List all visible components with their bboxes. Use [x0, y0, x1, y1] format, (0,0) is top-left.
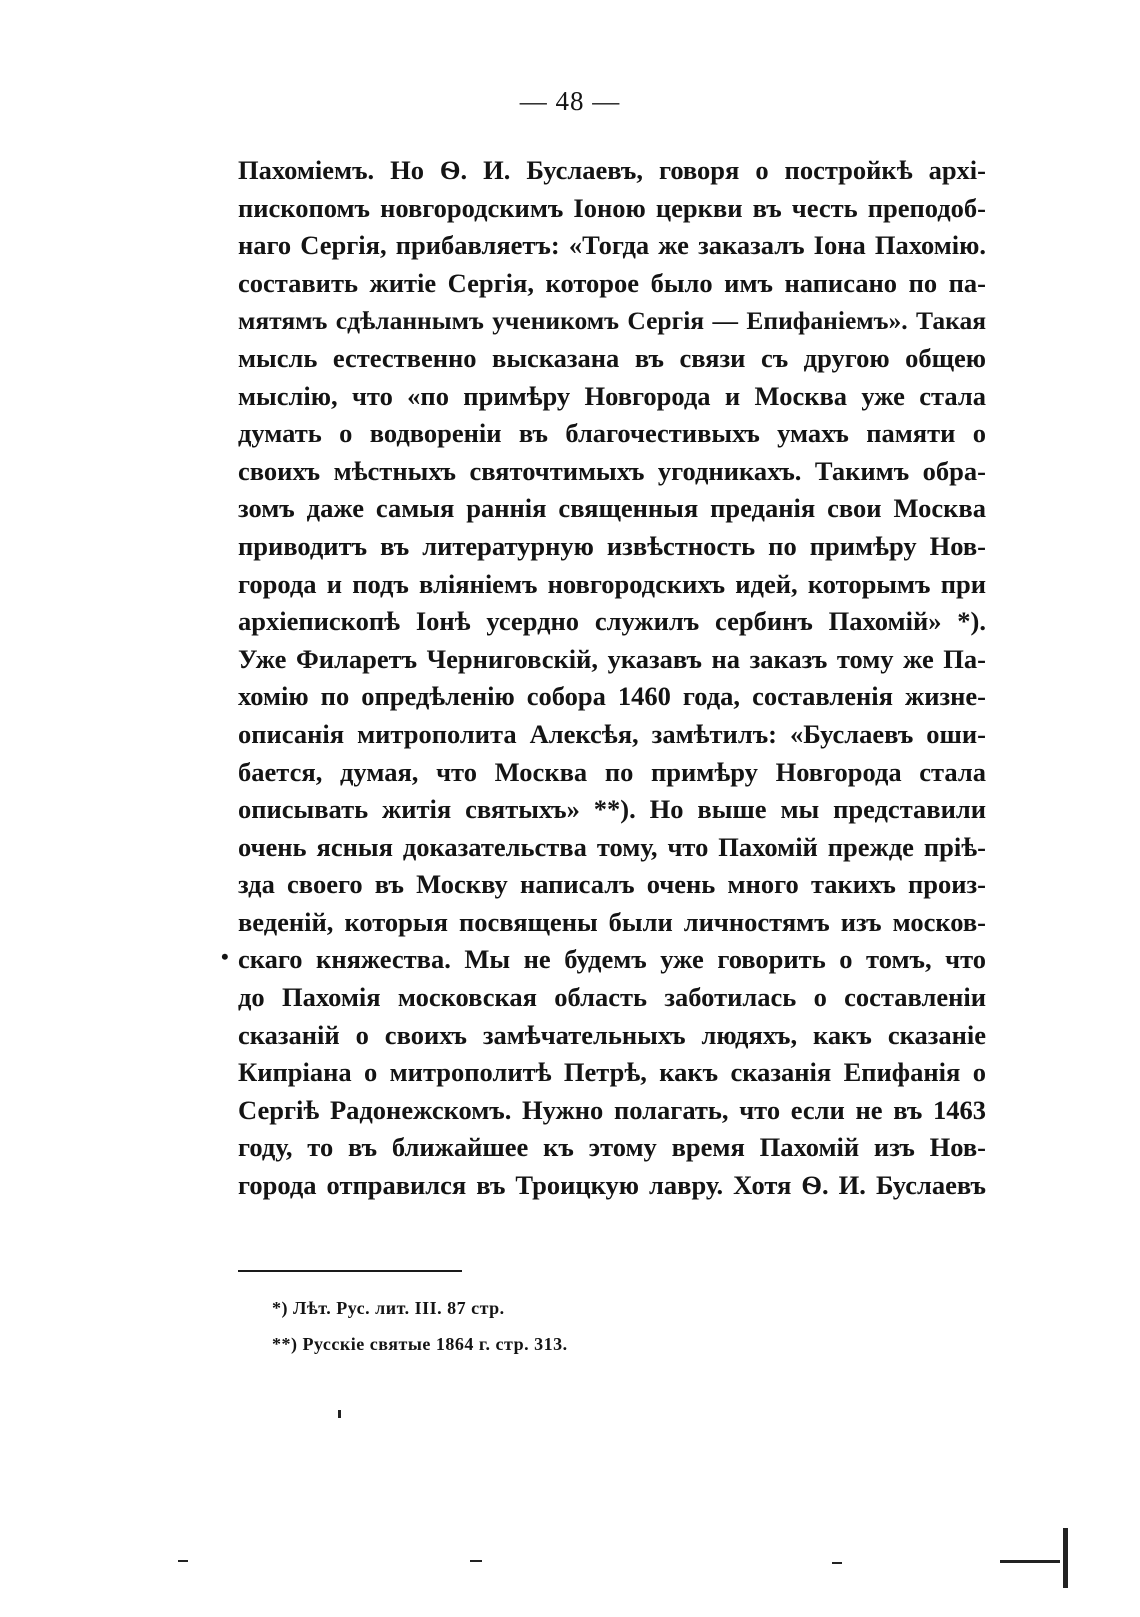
scan-edge-mark	[1063, 1528, 1068, 1588]
scan-speck	[338, 1410, 341, 1418]
text-line: веденій, которыя посвящены были личностямъ изъ москов-	[238, 906, 986, 937]
text-line: очень ясныя доказательства тому, что Пахомій прежде пріѣ-	[238, 831, 986, 862]
text-line: составить житіе Сергія, которое было имъ написано по па-	[238, 267, 986, 298]
text-line: города отправился въ Троицкую лавру. Хотя Ѳ. И. Буслаевъ	[238, 1170, 986, 1201]
text-line: мятямъ сдѣланнымъ ученикомъ Сергія — Епифаніемъ». Такая	[238, 306, 986, 336]
footnote: **) Русскіе святые 1864 г. стр. 313.	[272, 1334, 568, 1354]
text-line: мыслію, что «по примѣру Новгорода и Москва уже стала	[238, 380, 986, 411]
scan-speck	[832, 1562, 842, 1564]
text-line: бается, думая, что Москва по примѣру Новгорода стала	[238, 756, 986, 787]
text-line: приводитъ въ литературную извѣстность по примѣру Нов-	[238, 530, 986, 561]
text-line: зда своего въ Москву написалъ очень много такихъ произ-	[238, 869, 986, 900]
text-line: своихъ мѣстныхъ святочтимыхъ угодникахъ. Такимъ обра-	[238, 455, 986, 486]
text-line: до Пахомія московская область заботилась о составленіи	[238, 982, 986, 1013]
text-line: описывать житія святыхъ» **). Но выше мы представили	[238, 794, 986, 825]
footnote: *) Лѣт. Рус. лит. III. 87 стр.	[272, 1298, 505, 1318]
text-line: Кипріана о митрополитѣ Петрѣ, какъ сказанія Епифанія о	[238, 1057, 986, 1088]
text-line: думать о водвореніи въ благочестивыхъ умахъ памяти о	[238, 418, 986, 449]
text-line: Сергіѣ Радонежскомъ. Нужно полагать, что если не въ 1463	[238, 1094, 986, 1125]
text-line: зомъ даже самыя раннія священныя преданія свои Москва	[238, 493, 986, 524]
scan-speck	[178, 1560, 188, 1562]
margin-mark: •	[221, 944, 229, 969]
footnotes	[272, 1290, 772, 1362]
text-line: скаго княжества. Мы не будемъ уже говорить о томъ, что	[238, 944, 986, 975]
page-number: — 48 —	[519, 86, 621, 116]
text-line: мысль естественно высказана въ связи съ другою общею	[238, 342, 986, 373]
body-text	[238, 152, 986, 1205]
footnote-rule	[238, 1270, 462, 1272]
text-line: наго Сергія, прибавляетъ: «Тогда же заказалъ Іона Пахомію.	[238, 230, 986, 261]
text-line: описанія митрополита Алексѣя, замѣтилъ: «Буслаевъ оши-	[238, 718, 986, 749]
text-line: пископомъ новгородскимъ Іоною церкви въ честь преподоб-	[238, 192, 986, 223]
text-line: города и подъ вліяніемъ новгородскихъ идей, которымъ при	[238, 568, 986, 599]
text-line: Пахоміемъ. Но Ѳ. И. Буслаевъ, говоря о постройкѣ архі-	[238, 155, 986, 185]
text-line: хомію по опредѣленію собора 1460 года, составленія жизне-	[238, 681, 986, 712]
text-line: Уже Филаретъ Черниговскій, указавъ на заказъ тому же Па-	[238, 643, 986, 674]
scan-speck	[1000, 1560, 1060, 1563]
scan-speck	[470, 1560, 482, 1562]
text-line: архіепископѣ Іонѣ усердно служилъ сербинъ Пахомій» *).	[238, 606, 986, 637]
text-line: году, то въ ближайшее къ этому время Пахомій изъ Нов-	[238, 1132, 986, 1163]
text-line: сказаній о своихъ замѣчательныхъ людяхъ, какъ сказаніе	[238, 1019, 986, 1050]
